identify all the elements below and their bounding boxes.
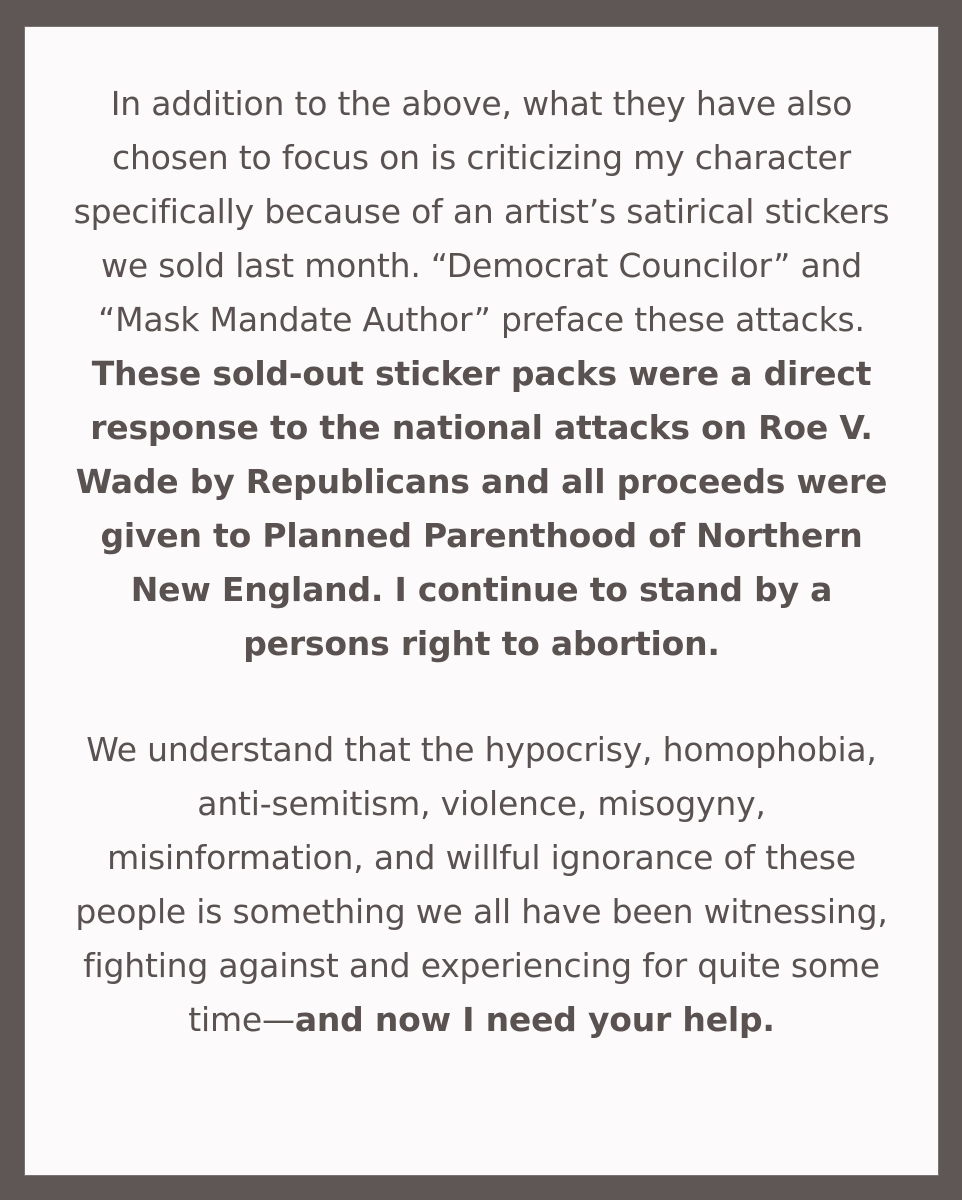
paragraph-2-plain-text: We understand that the hypocrisy, homophobia, anti-semitism, violence, misogyny, misinformation, and willful ignorance of these people is something we all have been witnessing, fighting against and experiencing for quite some time— [75,730,888,1039]
paragraph-1-bold-text: These sold-out sticker packs were a direct response to the national attacks on Roe V. Wade by Republicans and all proceeds were given to Planned Parenthood of Northern New England. I continue to stand by a persons right to abortion. [75,354,888,663]
document-card [24,26,939,1176]
paragraph-1-plain-text: In addition to the above, what they have also chosen to focus on is criticizing my character specifically because of an artist’s satirical stickers we sold last month. “Democrat Councilor” and “Mask Mandate Author” preface these attacks. [73,84,890,339]
document-body [65,77,898,1047]
paragraph-2 [65,723,898,1047]
paragraph-1 [65,77,898,671]
paragraph-2-bold-text: and now I need your help. [294,1000,775,1039]
